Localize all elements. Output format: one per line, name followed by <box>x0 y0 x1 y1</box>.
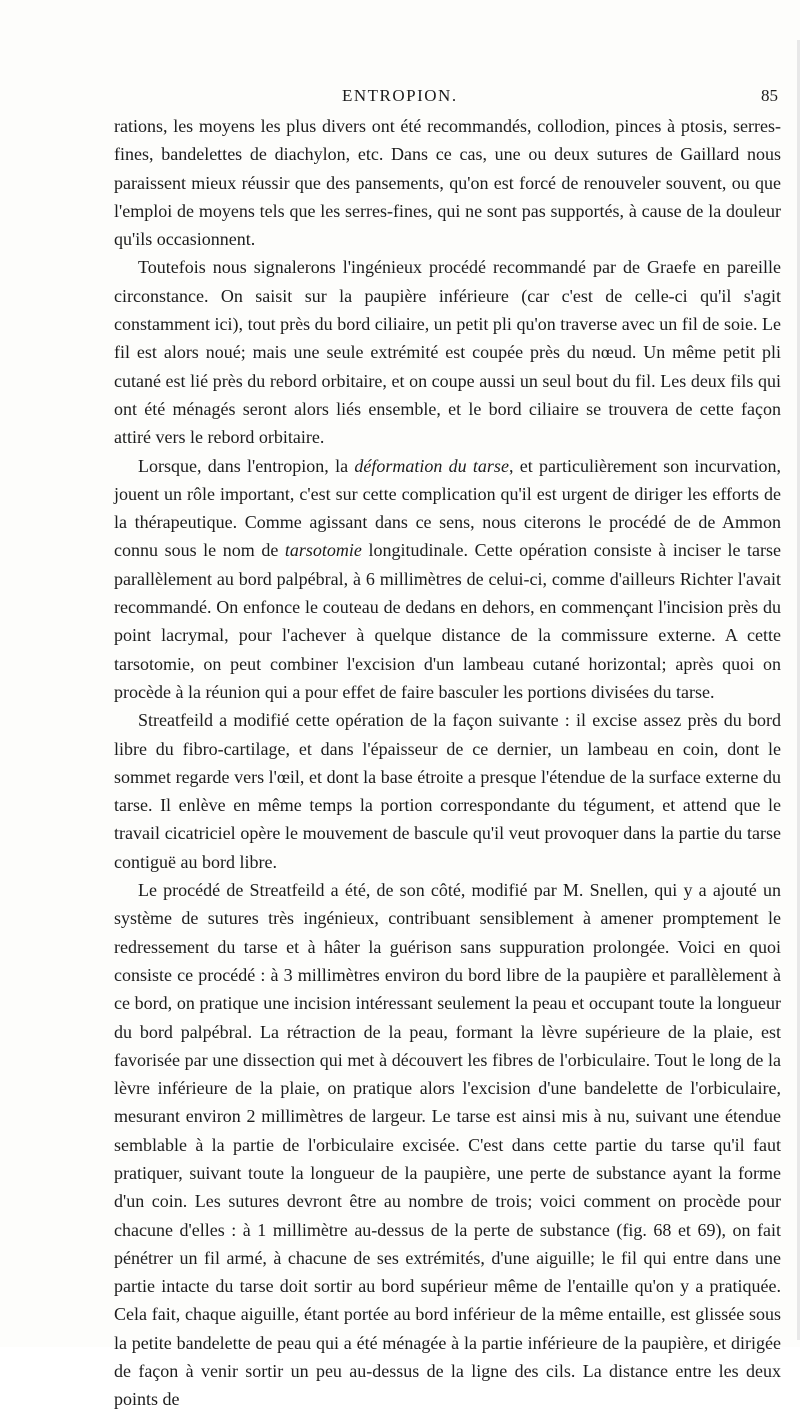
paragraph-1 <box>114 112 781 253</box>
text-run: , et particulièrement son incurvation, jouent un rôle important, c'est sur cette complication qu'il est urgent de diriger les efforts de la thérapeutique. Comme agissant dans ce sens, nous citerons le procédé de de Ammon connu sous le nom de <box>114 455 781 561</box>
text-run: Streatfeild a modifié cette opération de la façon suivante : il excise assez près du bord libre du fibro-cartilage, et dans l'épaisseur de ce dernier, un lambeau en coin, dont le sommet regarde vers l'œil, et dont la base étroite a presque l'étendue de la surface externe du tarse. Il enlève en même temps la portion correspondante du tégument, et attend que le travail cicatriciel opère le mouvement de bascule qu'il veut provoquer dans la partie du tarse contiguë au bord libre. <box>114 710 781 872</box>
paragraph-2 <box>114 253 781 451</box>
text-run: Le procédé de Streatfeild a été, de son côté, modifié par M. Snellen, qui y a ajouté un système de sutures très ingénieux, contribuant sensiblement à amener promptement le redressement du tarse et à hâter la guérison sans suppuration prolongée. Voici en quoi consiste ce procédé : à 3 millimètres environ du bord libre de la paupière et parallèlement à ce bord, on pratique une incision intéressant seulement la peau et occupant toute la longueur du bord palpébral. La rétraction de la peau, formant la lèvre supérieure de la plaie, est favorisée par une dissection qui met à découvert les fibres de l'orbiculaire. Tout le long de la lèvre inférieure de la plaie, on pratique alors l'excision d'une bandelette de l'orbiculaire, mesurant environ 2 millimètres de largeur. Le tarse est ainsi mis à nu, suivant une étendue semblable à la partie de l'orbiculaire excisée. C'est dans cette partie du tarse qu'il faut pratiquer, suivant toute la longueur de la paupière, une perte de substance ayant la forme d'un coin. Les sutures devront être au nombre de trois; voici comment on procède pour chacune d'elles : à 1 millimètre au-dessus de la perte de substance (fig. 68 et 69), on fait pénétrer un fil armé, à chacune de ses extrémités, d'une aiguille; le fil qui entre dans une partie intacte du tarse doit sortir au bord supérieur même de l'entaille qu'on y a pratiquée. Cela fait, chaque aiguille, étant portée au bord inférieur de la même entaille, est glissée sous la petite bandelette de peau qui a été ménagée à la partie inférieure de la paupière, et dirigée de façon à venir sortir un peu au-dessus de la ligne des cils. La distance entre les deux points de <box>114 880 781 1410</box>
italic-term: déformation du tarse <box>354 455 509 476</box>
text-run: rations, les moyens les plus divers ont été recommandés, collodion, pinces à ptosis, serres-fines, bandelettes de diachylon, etc. Dans ce cas, une ou deux sutures de Gaillard nous paraissent mieux réussir que des pansements, qu'on est forcé de renouveler souvent, ou que l'emploi de moyens tels que les serres-fines, qui ne sont pas supportés, à cause de la douleur qu'ils occasionnent. <box>114 116 781 250</box>
text-run: Lorsque, dans l'entropion, la <box>138 455 355 476</box>
body-text <box>114 112 781 1414</box>
text-run: Toutefois nous signalerons l'ingénieux procédé recommandé par de Graefe en pareille circonstance. On saisit sur la paupière inférieure (car c'est de celle-ci qu'il s'agit constamment ici), tout près du bord ciliaire, un petit pli qu'on traverse avec un fil de soie. Le fil est alors noué; mais une seule extrémité est coupée près du nœud. Un même petit pli cutané est lié près du rebord orbitaire, et on coupe aussi un seul bout du fil. Les deux fils qui ont été ménagés seront alors liés ensemble, et le bord ciliaire se trouvera de cette façon attiré vers le rebord orbitaire. <box>114 257 781 448</box>
paragraph-4 <box>114 706 781 876</box>
paragraph-5 <box>114 876 781 1414</box>
text-run: longitudinale. Cette opération consiste à inciser le tarse parallèlement au bord palpébral, à 6 millimètres de celui-ci, comme d'ailleurs Richter l'avait recommandé. On enfonce le couteau de dedans en dehors, en commençant l'incision près du point lacrymal, pour l'achever à quelque distance de la commissure externe. A cette tarsotomie, on peut combiner l'excision d'un lambeau cutané horizontal; après quoi on procède à la réunion qui a pour effet de faire basculer les portions divisées du tarse. <box>114 540 782 702</box>
page-header <box>248 86 778 108</box>
page-number: 85 <box>761 86 778 105</box>
running-title: ENTROPION. <box>342 86 458 105</box>
paragraph-3 <box>114 452 781 707</box>
italic-term: tarsotomie <box>284 540 362 561</box>
